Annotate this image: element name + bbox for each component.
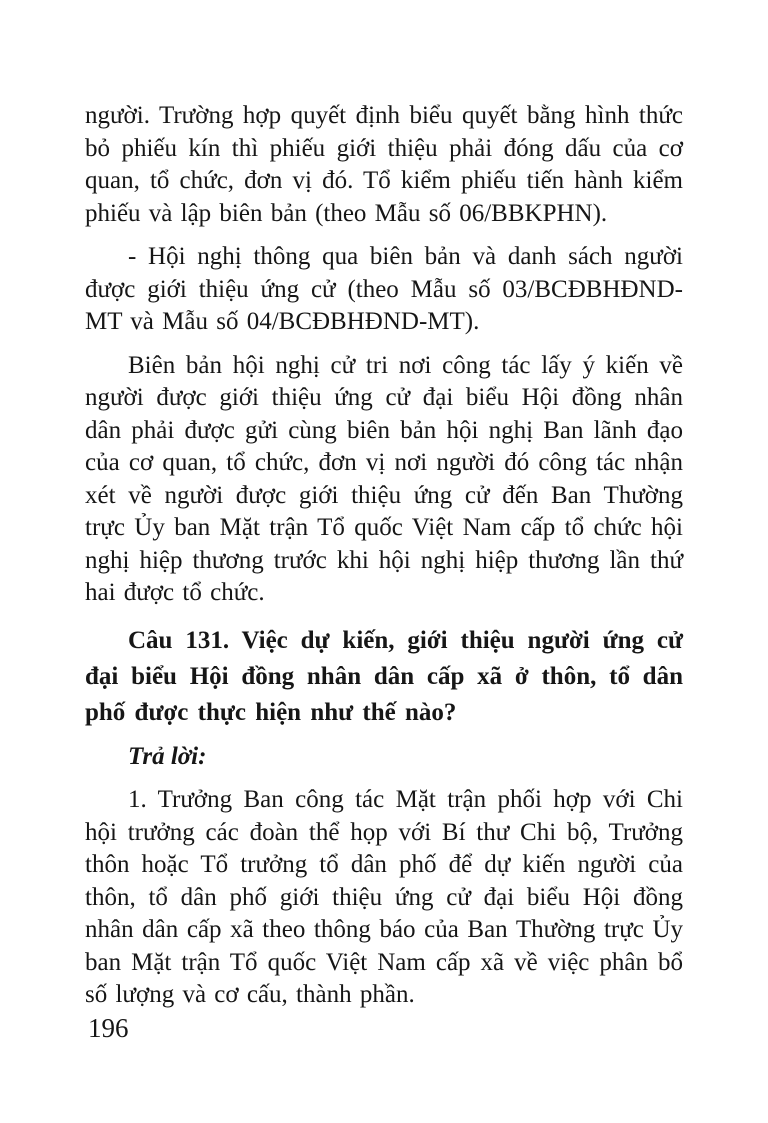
paragraph-list-item: - Hội nghị thông qua biên bản và danh sách người được giới thiệu ứng cử (theo Mẫu số 03/BCĐBHĐND-MT và Mẫu số 04/BCĐBHĐND-MT). xyxy=(85,243,683,335)
paragraph-answer: 1. Trưởng Ban công tác Mặt trận phối hợp với Chi hội trưởng các đoàn thể họp với Bí thư Chi bộ, Trưởng thôn hoặc Tổ trưởng tổ dân phố để dự kiến người của thôn, tổ dân phố giới thiệu ứng cử đại biểu Hội đồng nhân dân cấp xã theo thông báo của Ban Thường trực Ủy ban Mặt trận Tổ quốc Việt Nam cấp xã về việc phân bổ số lượng và cơ cấu, thành phần. xyxy=(85,786,683,1008)
answer-label: Trả lời: xyxy=(128,742,207,770)
page-body xyxy=(85,100,683,1023)
page-number: 196 xyxy=(88,1013,129,1043)
paragraph-body: Biên bản hội nghị cử tri nơi công tác lấy ý kiến về người được giới thiệu ứng cử đại biểu Hội đồng nhân dân phải được gửi cùng biên bản hội nghị Ban lãnh đạo của cơ quan, tổ chức, đơn vị nơi người đó công tác nhận xét về người được giới thiệu ứng cử đến Ban Thường trực Ủy ban Mặt trận Tổ quốc Việt Nam cấp tổ chức hội nghị hiệp thương trước khi hội nghị hiệp thương lần thứ hai được tổ chức. xyxy=(85,351,683,606)
page-footer xyxy=(88,1012,129,1044)
question-heading: Câu 131. Việc dự kiến, giới thiệu người ứng cử đại biểu Hội đồng nhân dân cấp xã ở thôn, tổ dân phố được thực hiện như thế nào? xyxy=(85,626,683,726)
paragraph-continuation: người. Trường hợp quyết định biểu quyết bằng hình thức bỏ phiếu kín thì phiếu giới thiệu phải đóng dấu của cơ quan, tổ chức, đơn vị đó. Tổ kiểm phiếu tiến hành kiểm phiếu và lập biên bản (theo Mẫu số 06/BBKPHN). xyxy=(85,102,683,227)
